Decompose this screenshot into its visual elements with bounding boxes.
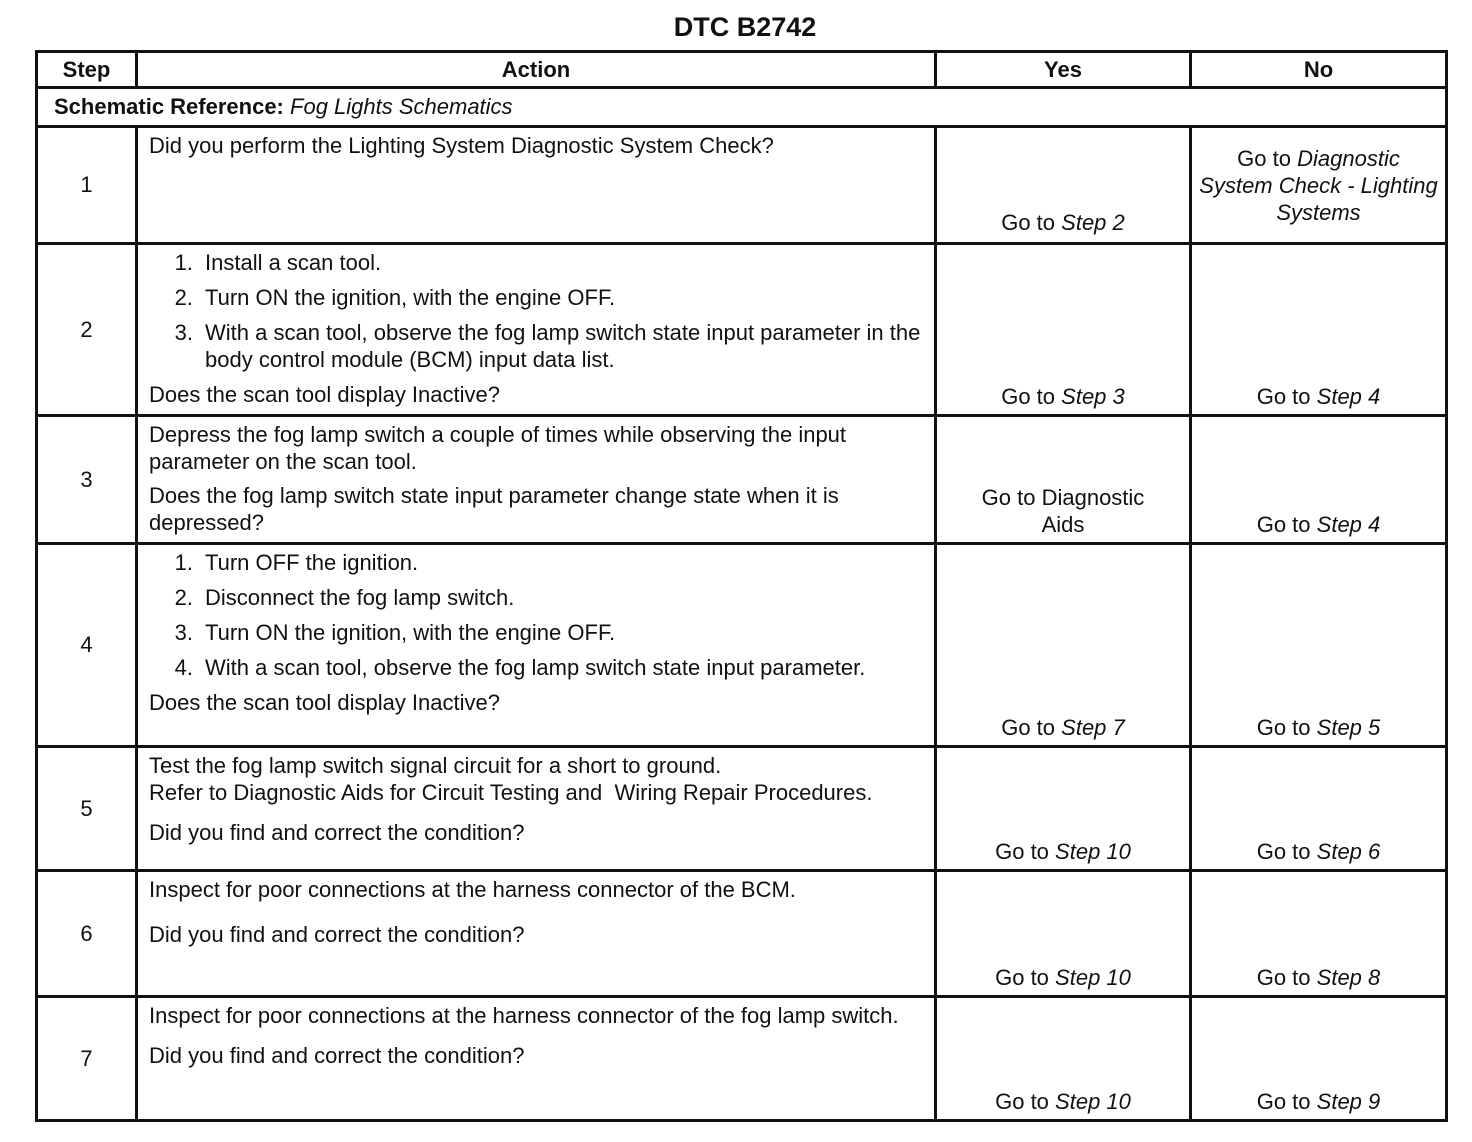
yes-target-link[interactable]: Step 10 xyxy=(1055,1089,1131,1114)
yes-prefix: Go to xyxy=(1001,715,1056,740)
step-number: 3 xyxy=(37,416,137,544)
item-text: With a scan tool, observe the fog lamp switch state input parameter. xyxy=(205,655,866,680)
yes-target-link[interactable]: Step 10 xyxy=(1055,965,1131,990)
no-cell xyxy=(1191,416,1447,544)
action-question: Does the fog lamp switch state input parameter change state when it is depressed? xyxy=(149,483,839,535)
item-number: 1. xyxy=(174,250,193,275)
action-step-item xyxy=(149,319,934,373)
step-number: 2 xyxy=(37,244,137,416)
item-text: Turn ON the ignition, with the engine OFF. xyxy=(205,620,616,645)
header-step: Step xyxy=(37,52,137,88)
yes-target-link[interactable]: Step 3 xyxy=(1061,384,1125,409)
yes-prefix: Go to xyxy=(995,1089,1049,1114)
no-target-link[interactable]: Diagnostic System Check - Lighting Systems xyxy=(1199,145,1438,225)
yes-cell xyxy=(936,244,1191,416)
table-row xyxy=(37,244,1447,416)
action-cell xyxy=(137,416,936,544)
action-question: Does the scan tool display Inactive? xyxy=(149,382,500,407)
no-prefix: Go to xyxy=(1256,715,1311,740)
action-step-item xyxy=(149,654,934,681)
action-question: Did you find and correct the condition? xyxy=(149,1043,525,1068)
yes-prefix: Go to xyxy=(1001,384,1056,409)
no-target-link[interactable]: Step 6 xyxy=(1316,839,1381,864)
step-number: 5 xyxy=(37,747,137,871)
table-row xyxy=(37,747,1447,871)
item-text: Install a scan tool. xyxy=(205,250,382,275)
action-step-item xyxy=(149,284,934,311)
no-cell xyxy=(1191,871,1447,997)
item-number: 2. xyxy=(174,285,193,310)
action-question: Does the scan tool display Inactive? xyxy=(149,690,500,715)
no-target-link[interactable]: Step 4 xyxy=(1316,512,1381,537)
item-number: 3. xyxy=(174,620,193,645)
action-question: Did you find and correct the condition? xyxy=(149,922,525,947)
item-number: 4. xyxy=(174,655,193,680)
action-cell xyxy=(137,244,936,416)
action-steps xyxy=(149,549,934,681)
action-step-item xyxy=(149,584,934,611)
schematic-row xyxy=(37,88,1447,127)
yes-cell xyxy=(936,747,1191,871)
no-target-link[interactable]: Step 9 xyxy=(1316,1089,1381,1114)
action-question: Did you find and correct the condition? xyxy=(149,820,525,845)
table-row xyxy=(37,127,1447,244)
yes-cell xyxy=(936,997,1191,1121)
table-row xyxy=(37,997,1447,1121)
table-row xyxy=(37,544,1447,747)
item-text: With a scan tool, observe the fog lamp switch state input parameter in the body control module (BCM) input data list. xyxy=(205,320,921,372)
header-action: Action xyxy=(137,52,936,88)
action-cell xyxy=(137,127,936,244)
step-number: 7 xyxy=(37,997,137,1121)
action-cell xyxy=(137,544,936,747)
action-steps xyxy=(149,249,934,373)
no-prefix: Go to xyxy=(1256,1089,1311,1114)
action-step-item xyxy=(149,549,934,576)
action-step-item xyxy=(149,249,934,276)
yes-cell xyxy=(936,127,1191,244)
header-yes: Yes xyxy=(936,52,1191,88)
no-cell xyxy=(1191,544,1447,747)
step-number: 6 xyxy=(37,871,137,997)
item-number: 2. xyxy=(174,585,193,610)
action-cell xyxy=(137,871,936,997)
schematic-reference xyxy=(37,88,1447,127)
no-prefix: Go to xyxy=(1237,145,1291,171)
action-cell xyxy=(137,997,936,1121)
yes-prefix: Go to xyxy=(1001,210,1056,235)
action-reference: Refer to Diagnostic Aids for Circuit Testing and Wiring Repair Procedures. xyxy=(149,780,873,805)
header-no: No xyxy=(1191,52,1447,88)
item-text: Turn ON the ignition, with the engine OFF. xyxy=(205,285,616,310)
no-cell xyxy=(1191,997,1447,1121)
no-prefix: Go to xyxy=(1256,839,1311,864)
item-text: Turn OFF the ignition. xyxy=(205,550,419,575)
yes-cell xyxy=(936,871,1191,997)
item-text: Disconnect the fog lamp switch. xyxy=(205,585,515,610)
table-row xyxy=(37,416,1447,544)
yes-target-link[interactable]: Step 10 xyxy=(1055,839,1131,864)
page-title: DTC B2742 xyxy=(673,12,817,42)
yes-cell xyxy=(936,544,1191,747)
no-prefix: Go to xyxy=(1256,384,1311,409)
yes-prefix: Go to xyxy=(995,839,1049,864)
action-cell xyxy=(137,747,936,871)
yes-target-link[interactable]: Step 2 xyxy=(1061,210,1125,235)
no-cell xyxy=(1191,244,1447,416)
no-prefix: Go to xyxy=(1256,512,1311,537)
action-step-item xyxy=(149,619,934,646)
table-row xyxy=(37,871,1447,997)
yes-target-link[interactable]: Step 7 xyxy=(1061,715,1125,740)
yes-prefix: Go to xyxy=(995,965,1049,990)
schematic-link[interactable]: Fog Lights Schematics xyxy=(290,94,513,119)
no-target-link[interactable]: Step 8 xyxy=(1316,965,1381,990)
header-row xyxy=(37,52,1447,88)
yes-cell xyxy=(936,416,1191,544)
action-text: Inspect for poor connections at the harness connector of the BCM. xyxy=(149,877,796,902)
diagnostic-table xyxy=(35,50,1448,1122)
item-number: 3. xyxy=(174,320,193,345)
yes-target-link[interactable]: Go to Diagnostic Aids xyxy=(981,485,1145,537)
no-cell xyxy=(1191,747,1447,871)
step-number: 4 xyxy=(37,544,137,747)
no-target-link[interactable]: Step 4 xyxy=(1316,384,1381,409)
step-number: 1 xyxy=(37,127,137,244)
action-text: Did you perform the Lighting System Diagnostic System Check? xyxy=(149,133,774,158)
action-text: Inspect for poor connections at the harness connector of the fog lamp switch. xyxy=(149,1003,899,1028)
no-target-link[interactable]: Step 5 xyxy=(1316,715,1381,740)
schematic-label: Schematic Reference: xyxy=(54,94,284,119)
action-text: Test the fog lamp switch signal circuit for a short to ground. xyxy=(149,753,722,778)
action-text: Depress the fog lamp switch a couple of times while observing the input parameter on the scan tool. xyxy=(149,422,847,474)
no-prefix: Go to xyxy=(1256,965,1311,990)
item-number: 1. xyxy=(174,550,193,575)
no-cell xyxy=(1191,127,1447,244)
